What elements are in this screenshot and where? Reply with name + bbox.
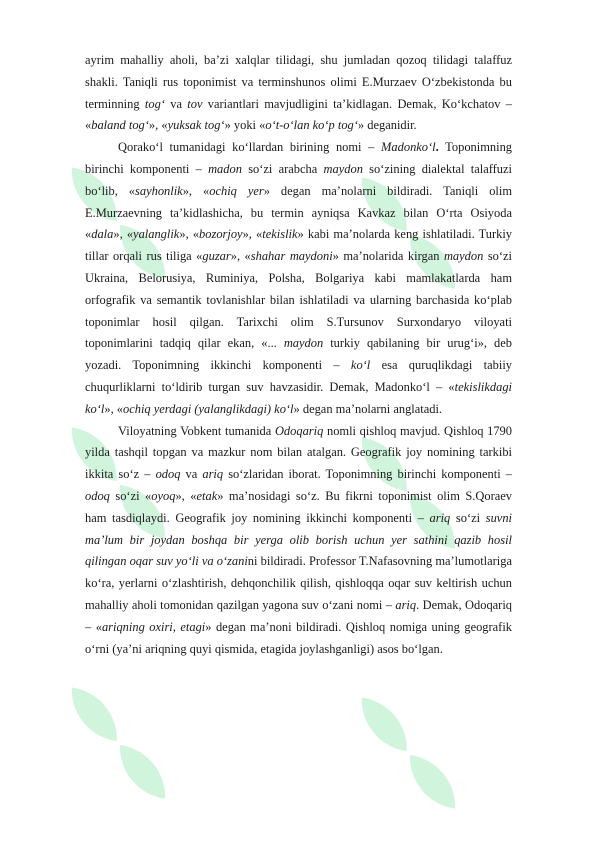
text-run: nomli qishloq mavjud. Qishloq 1790 yilda tashqil topgan va mazkur nom bilan atalgan. Geografik joy nomining tarkibi ikkita soʻz – xyxy=(85,423,512,482)
text-run: », « xyxy=(104,401,123,416)
italic-term: ochiq yer xyxy=(209,183,264,198)
text-run: » kabi maʼnolarda keng ishlatiladi. Turkiy tillar orqali rus tiliga « xyxy=(85,227,513,264)
text-run: » deganidir. xyxy=(357,118,417,133)
italic-term: ariq xyxy=(395,597,417,612)
text-run: » degan maʼnolarni bildiradi. Taniqli olim E.Murzaevning taʼkidlashicha, bu termin ayniqsa Kavkaz bilan Oʻrta Osiyoda « xyxy=(85,183,512,242)
text-run: » degan maʼnolarni anglatadi. xyxy=(293,401,443,416)
italic-term: oyoq xyxy=(151,488,176,503)
italic-term: koʻl xyxy=(350,358,371,373)
italic-term: guzar xyxy=(202,249,231,264)
text-run: », « xyxy=(148,118,168,133)
text-run: Qorakoʻl tumanidagi koʻllardan birining nomi – xyxy=(118,140,382,155)
italic-term: odoq xyxy=(155,467,181,482)
italic-term: dala xyxy=(91,227,114,242)
text-run: soʻzi Ukraina, Belorusiya, Ruminiya, Polsha, Bolgariya kabi mamlakatlarda ham orfografik va semantik tovlanishlar bilan ishlatiladi va ularning barchasida koʻplab toponimlar hosil qilgan. Tarixchi olim S.Tursunov Surxondaryo viloyati toponimlarini tadqiq qilar ekan, «... xyxy=(85,249,513,351)
paragraph-kokchatov xyxy=(85,50,512,137)
italic-term: bozorjoy xyxy=(199,227,243,242)
text-run: va xyxy=(164,96,188,111)
text-run: » maʼnosidagi soʻz. Bu fikrni toponimist olim S.Qoraev ham tasdiqlaydi. Geografik joy nomining ikkinchi komponenti – xyxy=(85,488,512,525)
text-run: », « xyxy=(230,249,251,264)
italic-term: Odoqariq xyxy=(274,423,324,438)
watermark-leaf-icon xyxy=(339,678,481,831)
text-run: », « xyxy=(182,183,210,198)
text-run: Toponimning birinchi komponenti – xyxy=(85,140,513,176)
italic-term: oʻt-oʻlan koʻp togʻ xyxy=(265,118,358,133)
body-text xyxy=(85,50,512,660)
text-run: ni bildiradi. Professor T.Nafasovning maʼlumotlariga koʻra, yerlarni oʻzlashtirish, dehqonchilik qilish, qishloqqa oqar suv keltirish uchun mahalliy aholi tomonidan qazilgan yagona suv oʻzani nomi – xyxy=(85,554,512,612)
italic-term: Madonkoʻl xyxy=(381,140,436,155)
italic-term: ariq xyxy=(429,510,451,525)
text-run: », « xyxy=(179,227,200,242)
text-run: turkiy qabilaning bir urugʻi», deb yozadi. Toponimning ikkinchi komponenti – xyxy=(85,336,512,373)
italic-term: ochiq yerdagi (yalanglikdagi) koʻl xyxy=(123,401,294,416)
text-run: », « xyxy=(113,227,134,242)
italic-term: yuksak togʻ xyxy=(167,118,225,133)
text-run: » maʼnolarida kirgan xyxy=(332,249,444,264)
text-run: soʻzi arabcha xyxy=(241,161,324,176)
italic-term: maydon xyxy=(443,249,484,264)
italic-term: ariq xyxy=(202,467,224,482)
text-run: » degan maʼnoni bildiradi. Qishloq nomiga uning geografik oʻrni (yaʼni ariqning quyi qismida, etagida joylashganligi) asos boʻlgan. xyxy=(85,619,513,656)
text-run: », « xyxy=(242,227,263,242)
italic-term: tekislik xyxy=(262,227,298,242)
text-run: ayrim mahalliy aholi, baʼzi xalqlar tilidagi, shu jumladan qozoq tilidagi talaffuz shakli. Taniqli rus toponimist va terminshunos olimi E.Murzaev Oʻzbekistonda bu terminning xyxy=(85,53,512,111)
italic-term: sayhonlik xyxy=(135,183,183,198)
text-run: esa quruqlikdagi tabiiy chuqurliklarni toʻldirib turgan suv havzasidir. Demak, Madonkoʻl – « xyxy=(85,358,513,394)
text-run: Viloyatning Vobkent tumanida xyxy=(118,423,275,438)
text-run: va xyxy=(180,467,203,482)
text-run: soʻzi xyxy=(450,510,486,525)
bold-text: . xyxy=(435,140,439,155)
italic-term: maydon xyxy=(323,161,363,176)
italic-term: suvni maʼlum bir joydan boshqa bir yerga olib borish uchun yer sathini qazib hosil qilingan oqar suv yoʻli va oʻzani xyxy=(85,510,512,569)
italic-term: baland togʻ xyxy=(91,118,149,133)
paragraph-odoqariq xyxy=(85,421,512,661)
italic-term: yalanglik xyxy=(133,227,180,242)
italic-term: maydon xyxy=(283,336,324,351)
text-run: soʻzining dialektal talaffuzi boʻlib, « xyxy=(85,161,512,198)
text-run: » yoki « xyxy=(224,118,266,133)
italic-term: togʻ xyxy=(144,96,165,111)
italic-term: madon xyxy=(208,161,242,176)
italic-term: etak xyxy=(196,488,218,503)
text-run: soʻzlaridan iborat. Toponimning birinchi komponenti – xyxy=(223,467,512,482)
text-run: variantlari mavjudligini taʼkidlagan. Demak, Koʻkchatov – « xyxy=(85,96,513,133)
text-run: soʻzi « xyxy=(109,488,152,503)
paragraph-madonkol xyxy=(85,137,512,420)
italic-term: tov xyxy=(187,96,203,111)
italic-term: tekislikdagi koʻl xyxy=(85,379,512,416)
italic-term: shahar maydoni xyxy=(250,249,333,264)
italic-term: odoq xyxy=(85,488,110,503)
italic-term: ariqning oxiri, etagi xyxy=(101,619,206,634)
text-run: », « xyxy=(175,488,197,503)
watermark-leaf-icon xyxy=(49,668,191,821)
text-run: . Demak, Odoqariq – « xyxy=(85,597,512,634)
